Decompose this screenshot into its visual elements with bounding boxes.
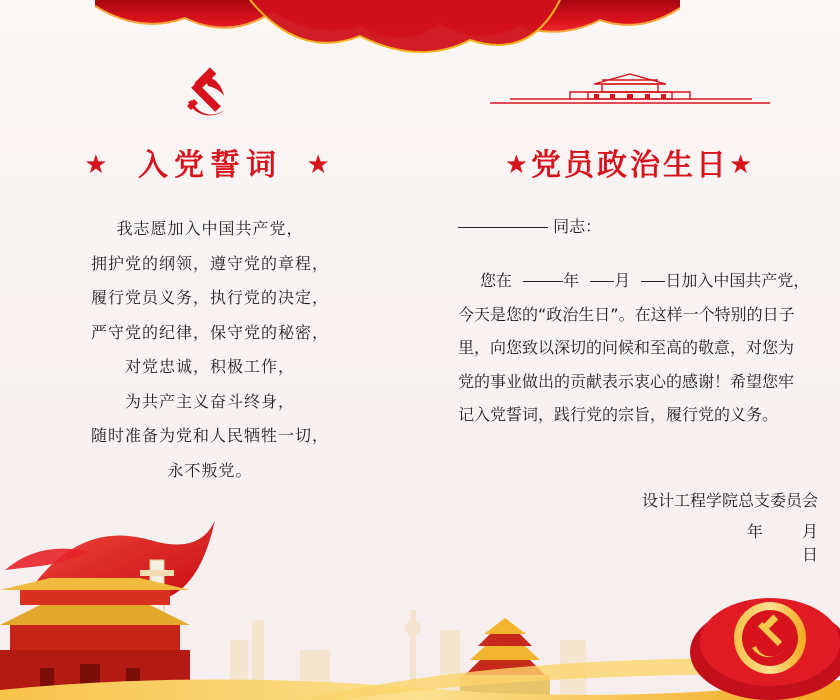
letter-line: 里，向您致以深切的问候和至高的敬意，对您为 [458,338,795,357]
date-day: 日 [801,545,818,564]
letter-line: 党的事业做出的贡献表示衷心的感谢！希望您牢 [458,371,795,391]
oath-line: 严守党的纪律，保守党的秘密， [90,322,329,342]
day-blank[interactable] [641,280,665,282]
oath-title-text: 入党誓词 [138,148,282,183]
star-icon: ★ [306,150,336,180]
letter-intro: 您在 [480,271,513,290]
oath-line: 为共产主义奋斗终身， [124,391,295,411]
star-icon: ★ [729,150,756,180]
oath-line: 我志愿加入中国共产党， [116,219,304,238]
birthday-title [420,140,840,184]
party-badge-icon [690,598,840,700]
star-icon: ★ [504,150,531,180]
letter-line: 记入党誓词，践行党的宗旨，履行党的义务。 [458,405,779,424]
birthday-title-text: 党员政治生日 [531,148,729,183]
oath-line: 履行党员义务，执行党的决定， [90,288,329,307]
salutation-suffix: 同志： [553,217,602,236]
hammer-sickle-icon [178,66,234,122]
name-blank[interactable] [458,226,548,228]
oath-text [0,212,420,488]
day-join-text: 日加入中国共产党， [665,271,810,290]
month-unit: 月 [614,271,631,290]
month-blank[interactable] [590,280,614,282]
oath-line: 对党忠诚，积极工作， [124,357,295,376]
landmark-scene [0,500,840,700]
oath-line: 随时准备为党和人民牺牲一切， [90,426,329,445]
salutation-line [458,210,838,244]
oath-line: 永不叛党。 [167,460,253,480]
oath-line: 拥护党的纲领，遵守党的章程， [90,253,329,273]
tiananmen-outline-icon [490,70,770,108]
letter-paragraph [458,264,838,432]
oath-title [0,140,420,184]
star-icon: ★ [84,150,114,180]
letter-body [458,210,838,432]
date-month: 月 [801,522,818,541]
year-unit: 年 [563,271,580,290]
date-year: 年 [746,522,763,541]
letter-line: 今天是您的“政治生日”。在这样一个特别的日子 [458,304,795,324]
signature: 设计工程学院总支委员会 [641,491,818,510]
year-blank[interactable] [523,280,563,282]
letter-line [458,264,838,298]
